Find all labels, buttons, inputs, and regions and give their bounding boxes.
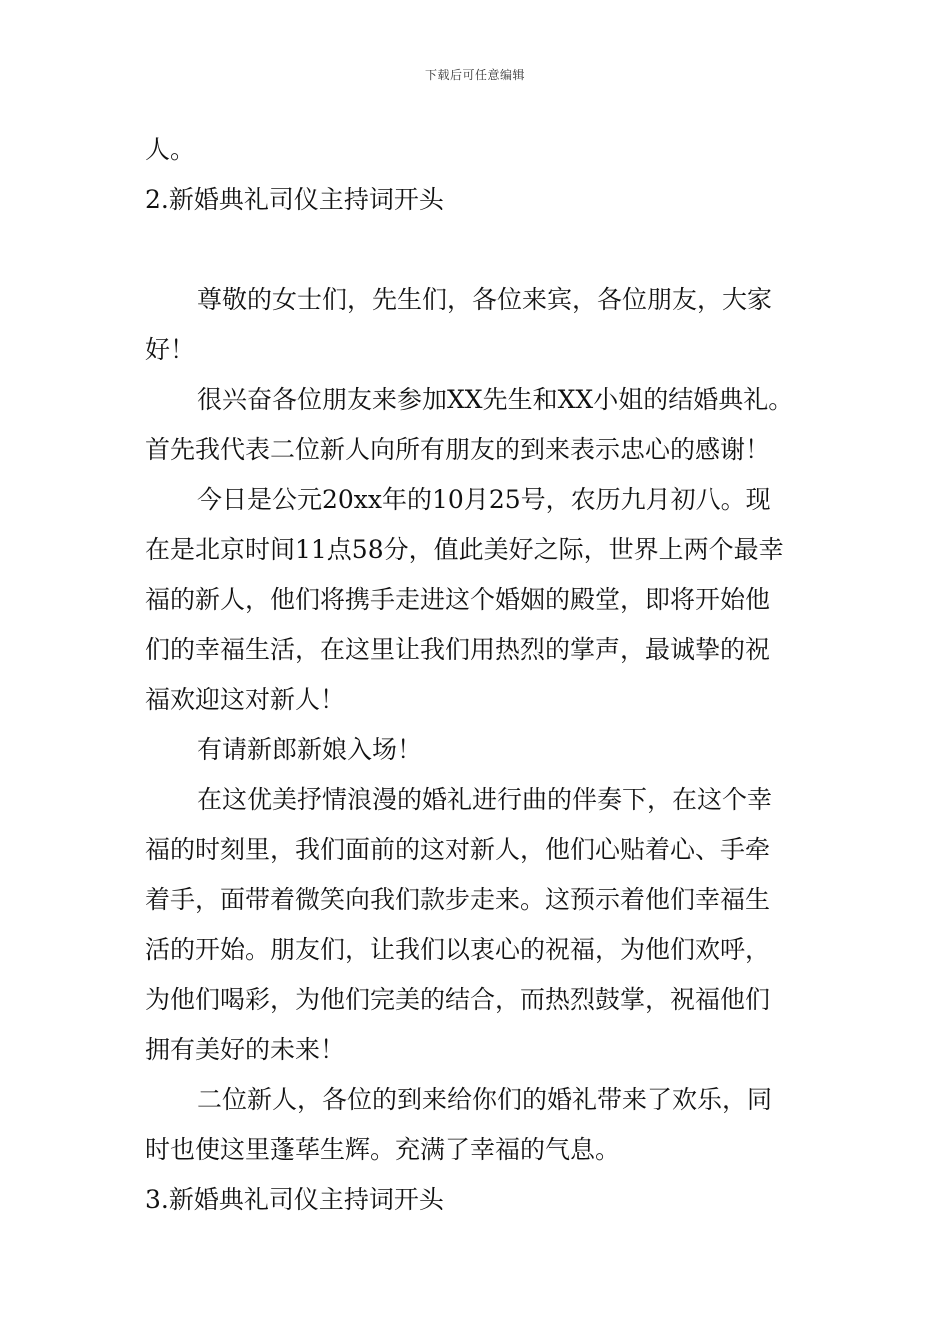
paragraph-line: 福的时刻里，我们面前的这对新人，他们心贴着心、手牵: [145, 835, 771, 864]
paragraph-line: 尊敬的女士们，先生们，各位来宾，各位朋友，大家: [197, 285, 773, 314]
document-body: [145, 125, 805, 1225]
paragraph-line: 时也使这里蓬荜生辉。充满了幸福的气息。: [145, 1135, 621, 1164]
paragraph-line: 们的幸福生活，在这里让我们用热烈的掌声，最诚挚的祝: [145, 635, 771, 664]
paragraph-line: 着手，面带着微笑向我们款步走来。这预示着他们幸福生: [145, 885, 771, 914]
paragraph-line: 有请新郎新娘入场！: [197, 735, 423, 764]
section-heading: 3.新婚典礼司仪主持词开头: [145, 1185, 444, 1214]
text-line: 人。: [145, 135, 196, 164]
paragraph-line: 很兴奋各位朋友来参加XX先生和XX小姐的结婚典礼。: [197, 385, 794, 414]
page-header: 下载后可任意编辑: [424, 68, 525, 82]
paragraph-line: 福欢迎这对新人！: [145, 685, 346, 714]
paragraph-line: 活的开始。朋友们，让我们以衷心的祝福，为他们欢呼，: [145, 935, 771, 964]
paragraph-line: 为他们喝彩，为他们完美的结合，而热烈鼓掌，祝福他们: [145, 985, 771, 1014]
paragraph-line: 今日是公元20xx年的10月25号，农历九月初八。现: [197, 485, 771, 514]
paragraph-line: 福的新人，他们将携手走进这个婚姻的殿堂，即将开始他: [145, 585, 771, 614]
paragraph-line: 在这优美抒情浪漫的婚礼进行曲的伴奏下，在这个幸: [197, 785, 773, 814]
section-heading: 2.新婚典礼司仪主持词开头: [145, 185, 444, 214]
blank-line: [145, 225, 805, 275]
paragraph-line: 首先我代表二位新人向所有朋友的到来表示忠心的感谢！: [145, 435, 771, 464]
paragraph-line: 在是北京时间11点58分，值此美好之际，世界上两个最幸: [145, 535, 784, 564]
paragraph-line: 好！: [145, 335, 196, 364]
paragraph-line: 二位新人，各位的到来给你们的婚礼带来了欢乐，同: [197, 1085, 773, 1114]
paragraph-line: 拥有美好的未来！: [145, 1035, 346, 1064]
